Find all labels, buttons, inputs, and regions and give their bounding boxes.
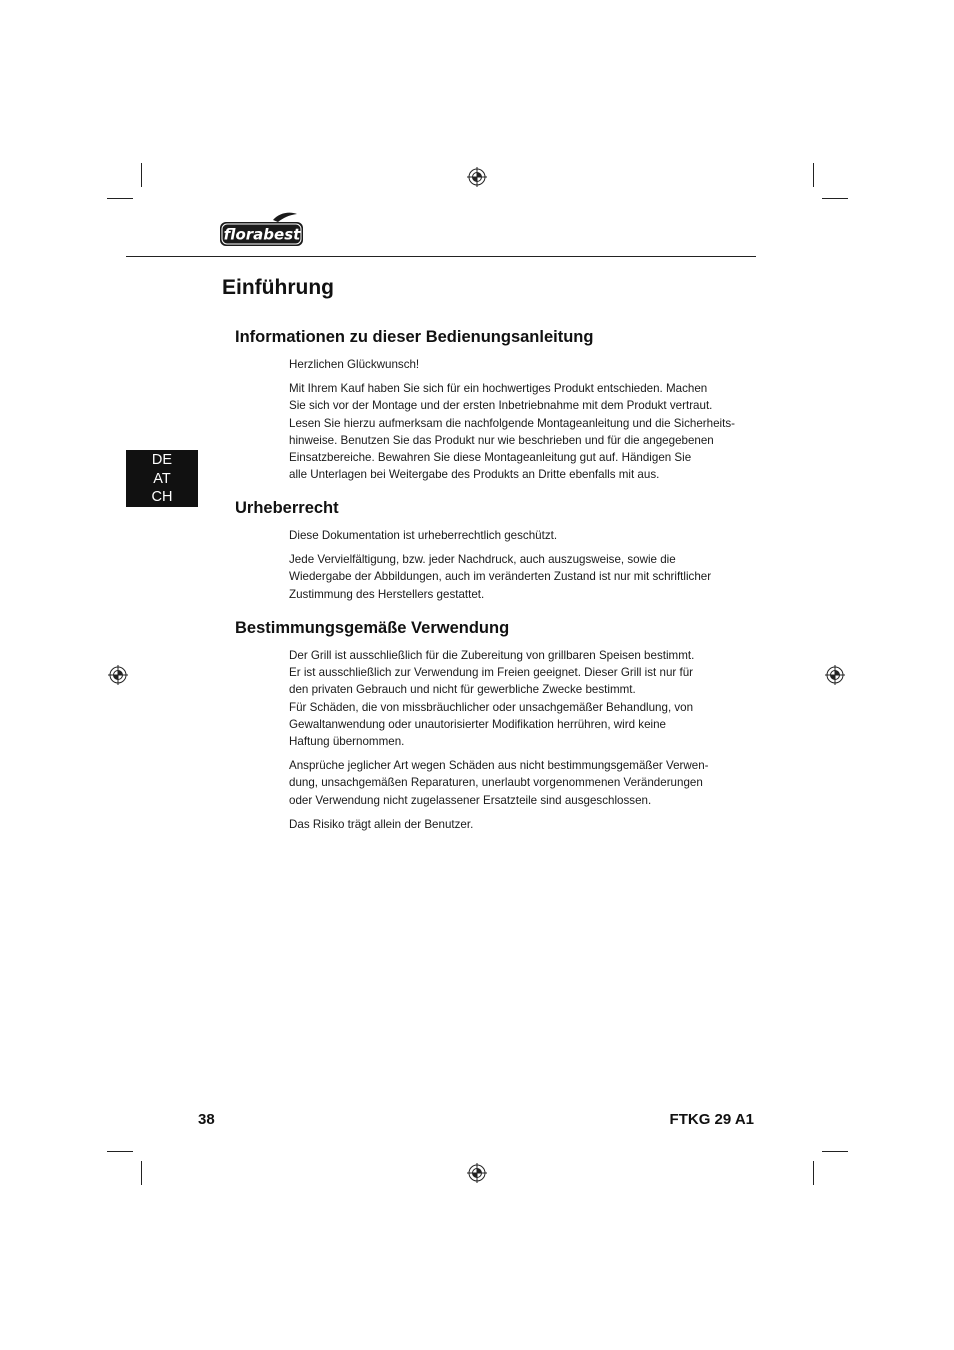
crop-mark: [107, 198, 133, 199]
section-heading-urheberrecht: Urheberrecht: [235, 499, 339, 517]
lang-de: DE: [151, 452, 173, 468]
paragraph: Jede Vervielfältigung, bzw. jeder Nachdruck, auch auszugsweise, sowie die Wiedergabe der Abbildungen, auch im veränderten Zustand ist nur mit schriftlicher Zustimmung des Herstellers gestattet.: [289, 553, 712, 601]
crop-mark: [107, 1151, 133, 1152]
section-body-informationen: [289, 356, 737, 483]
logo-wordmark: florabest: [223, 225, 301, 244]
lang-ch: CH: [151, 489, 173, 505]
registration-mark-icon: [825, 665, 845, 685]
paragraph: Mit Ihrem Kauf haben Sie sich für ein hochwertiges Produkt entschieden. Machen Sie sich vor der Montage und der ersten Inbetriebnahme mit dem Produkt vertraut. Lesen Sie hierzu aufmerksam die nachfolgende Montageanleitung und die Sicherheits- hinweise. Benutzen Sie das Produkt nur wie beschrieben und für die angegebenen Einsatzbereiche. Bewahren Sie diese Montageanleitung gut auf. Händigen Sie alle Unterlagen bei Weitergabe des Produkts an Dritte ebenfalls mit aus.: [289, 382, 735, 482]
page-title: Einführung: [222, 276, 334, 299]
language-tab: [126, 450, 198, 507]
crop-mark: [822, 1151, 848, 1152]
section-heading-informationen: Informationen zu dieser Bedienungsanleitung: [235, 328, 594, 346]
section-body-verwendung: [289, 647, 737, 833]
registration-mark-icon: [108, 665, 128, 685]
crop-mark: [813, 1161, 814, 1185]
crop-mark: [822, 198, 848, 199]
page-number: 38: [198, 1111, 215, 1128]
crop-mark: [141, 163, 142, 187]
model-number: FTKG 29 A1: [669, 1111, 754, 1128]
leaf-icon: [273, 213, 297, 222]
paragraph: Der Grill ist ausschließlich für die Zubereitung von grillbaren Speisen bestimmt. Er ist ausschließlich zur Verwendung im Freien geeignet. Dieser Grill ist nur für den privaten Gebrauch und nicht für gewerbliche Zwecke bestimmt. Für Schäden, die von missbräuchlicher oder unsachgemäßer Behandlung, von Gewaltanwendung oder unautorisierter Modifikation herrühren, wird keine Haftung übernommen.: [289, 649, 695, 749]
registration-mark-icon: [467, 167, 487, 187]
paragraph: Herzlichen Glückwunsch!: [289, 358, 420, 371]
florabest-logo: [219, 212, 305, 248]
section-body-urheberrecht: [289, 527, 737, 603]
paragraph: Diese Dokumentation ist urheberrechtlich geschützt.: [289, 529, 558, 542]
paragraph: Ansprüche jeglicher Art wegen Schäden aus nicht bestimmungsgemäßer Verwen- dung, unsachgemäßen Reparaturen, unerlaubt vorgenommenen Veränderungen oder Verwendung nicht zugelassener Ersatzteile sind ausgeschlossen.: [289, 759, 709, 807]
crop-mark: [141, 1161, 142, 1185]
lang-at: AT: [153, 470, 171, 487]
crop-mark: [813, 163, 814, 187]
header-rule: [126, 256, 756, 257]
section-heading-bestimmungsgemaesse-verwendung: Bestimmungsgemäße Verwendung: [235, 619, 510, 637]
paragraph: Das Risiko trägt allein der Benutzer.: [289, 817, 474, 831]
registration-mark-icon: [467, 1163, 487, 1183]
